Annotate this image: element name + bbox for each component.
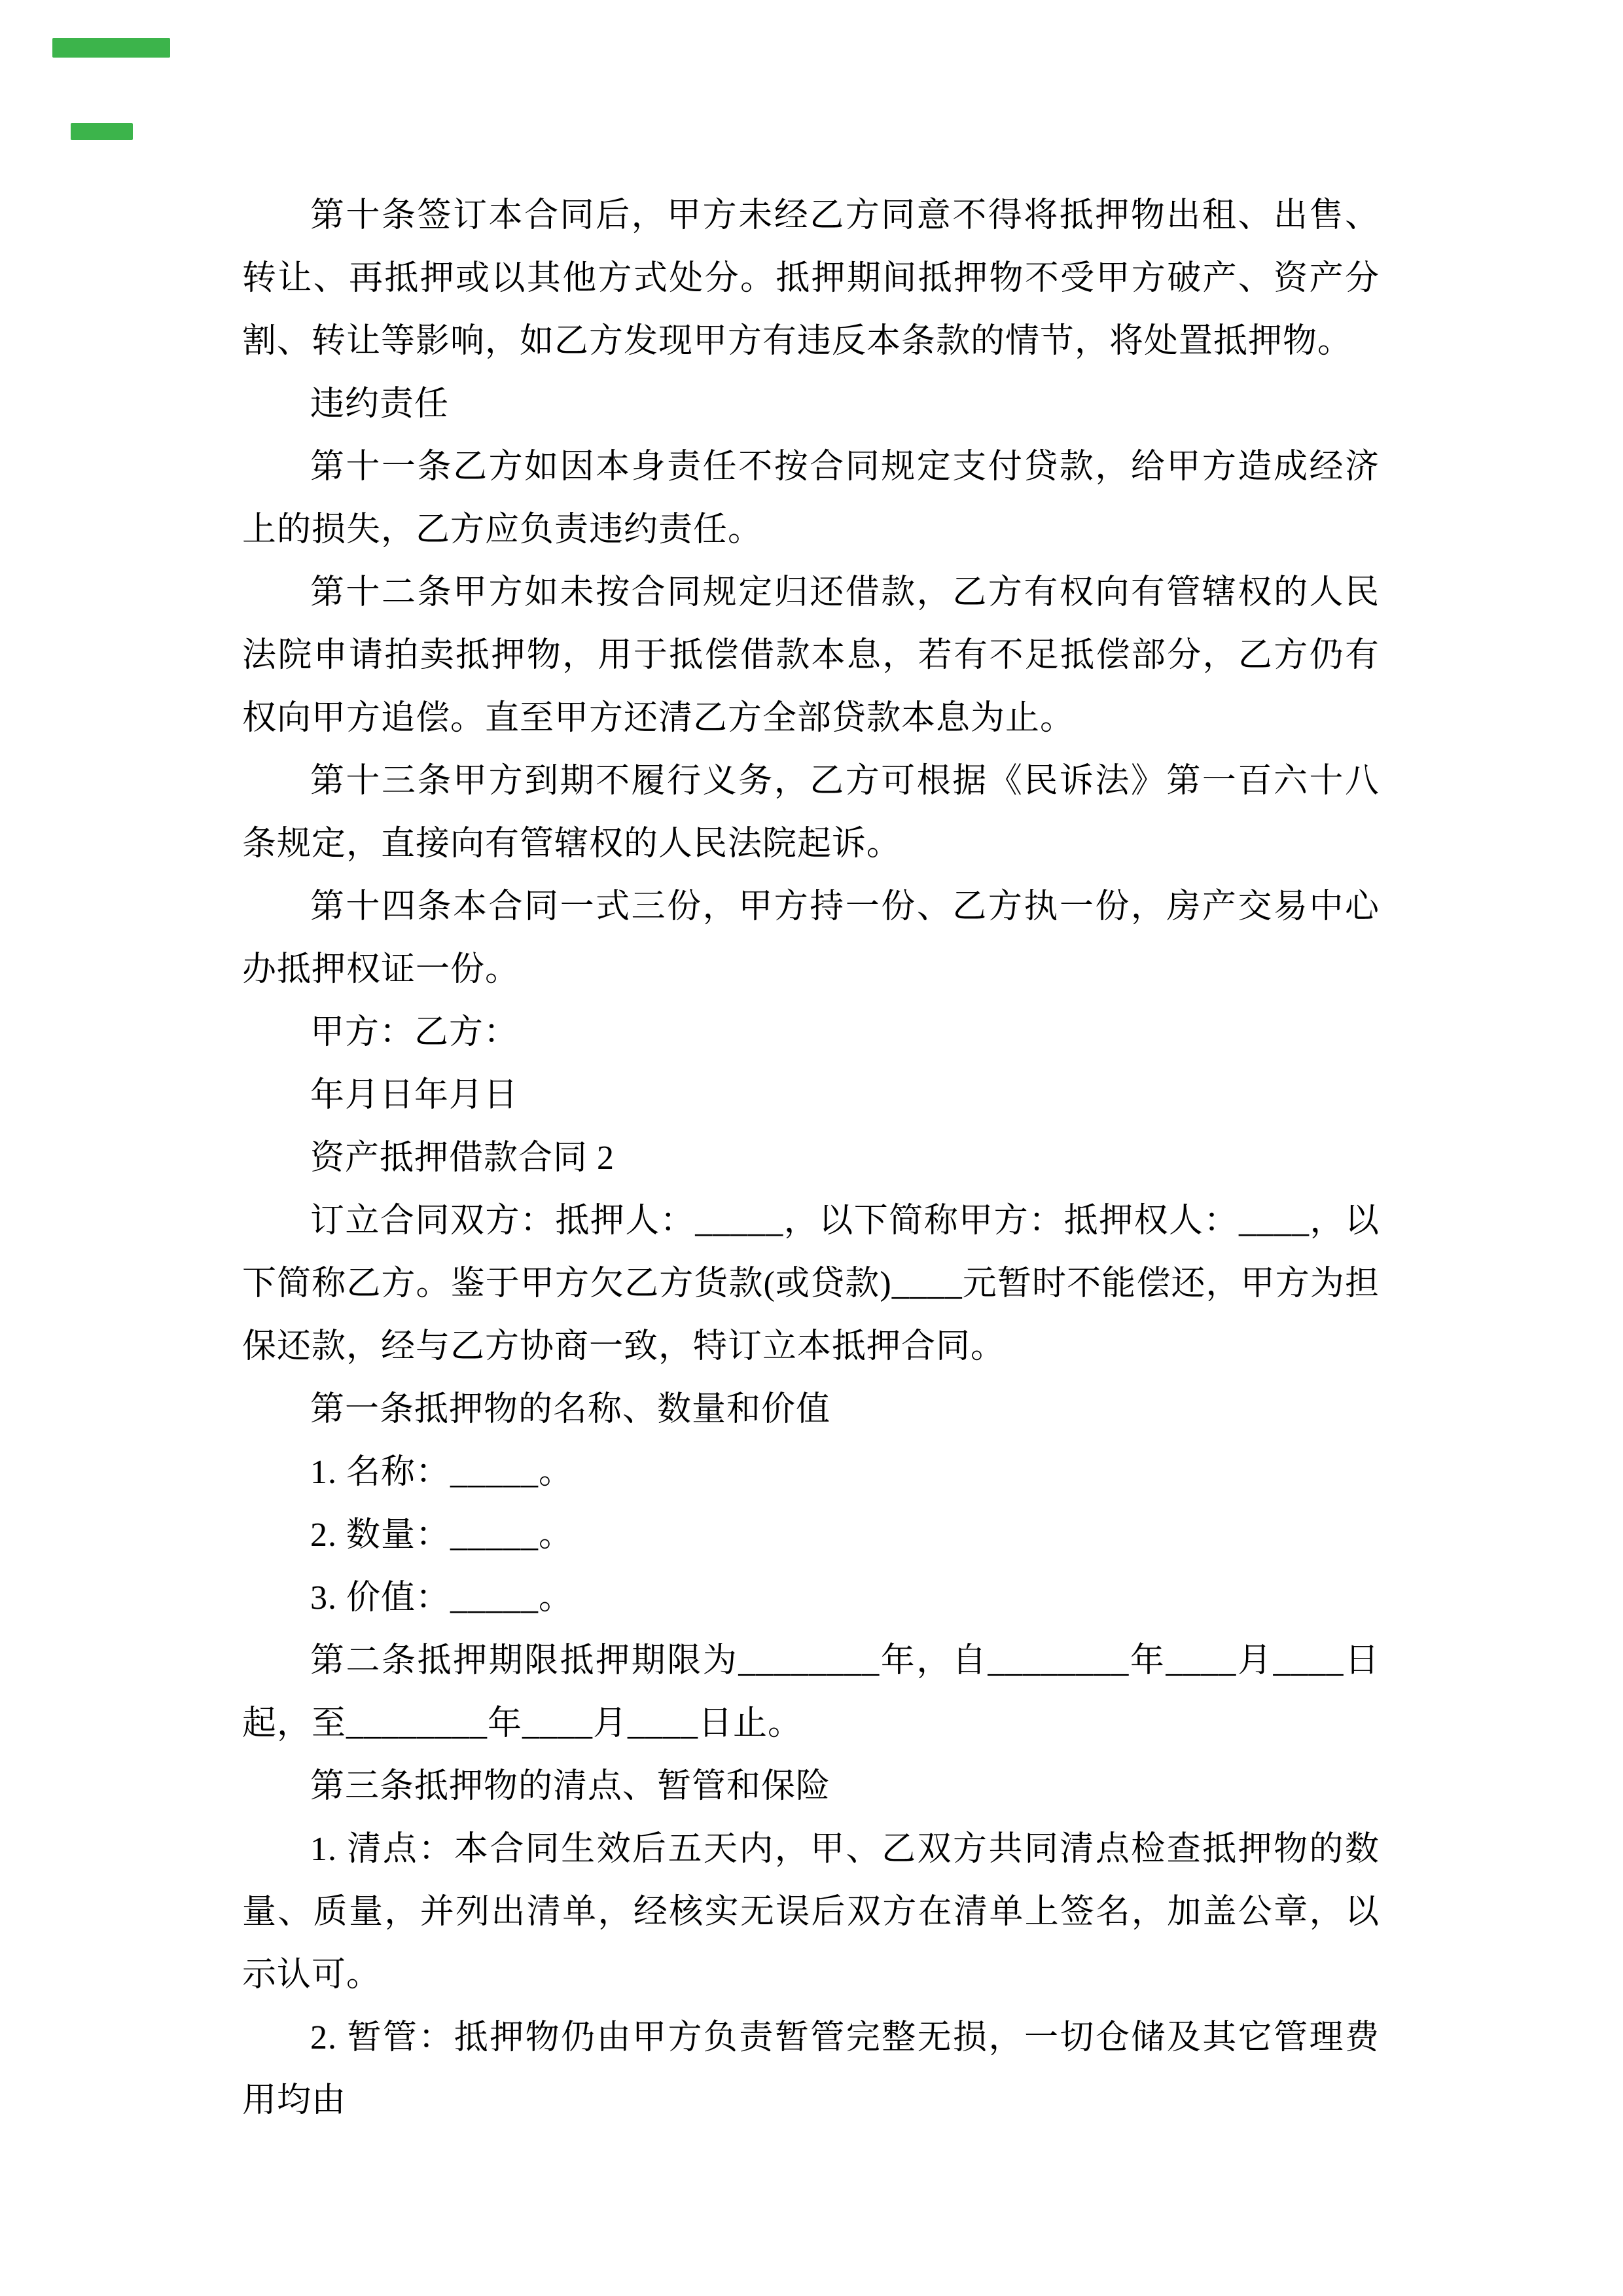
scan-artifact-mark: [52, 38, 170, 58]
paragraph-clause-13: 第十三条甲方到期不履行义务，乙方可根据《民诉法》第一百六十八条规定，直接向有管辖权的人民法院起诉。: [242, 762, 1380, 863]
contract-body: [242, 185, 1380, 2132]
paragraph-item-name: 1. 名称：_____。: [310, 1454, 574, 1491]
paragraph-date-line: 年月日年月日: [310, 1077, 519, 1114]
paragraph-clause-1-heading: 第一条抵押物的名称、数量和价值: [310, 1391, 831, 1428]
paragraph-item-quantity: 2. 数量：_____。: [310, 1516, 574, 1554]
paragraph-clause-2-term: 第二条抵押期限抵押期限为________年，自________年____月____日起，至________年____月____日止。: [242, 1642, 1380, 1742]
paragraph-signature-line: 甲方：乙方：: [310, 1014, 519, 1051]
paragraph-clause-12: 第十二条甲方如未按合同规定归还借款，乙方有权向有管辖权的人民法院申请拍卖抵押物，用于抵偿借款本息，若有不足抵偿部分，乙方仍有权向甲方追偿。直至甲方还清乙方全部贷款本息为止。: [242, 574, 1380, 737]
paragraph-item-value: 3. 价值：_____。: [310, 1579, 574, 1617]
paragraph-contract-2-title: 资产抵押借款合同 2: [310, 1139, 615, 1177]
paragraph-clause-10: 第十条签订本合同后，甲方未经乙方同意不得将抵押物出租、出售、转让、再抵押或以其他方式处分。抵押期间抵押物不受甲方破产、资产分割、转让等影响，如乙方发现甲方有违反本条款的情节，将处置抵押物。: [242, 197, 1380, 360]
scan-artifact-mark: [71, 123, 133, 140]
paragraph-clause-14: 第十四条本合同一式三份，甲方持一份、乙方执一份，房产交易中心办抵押权证一份。: [242, 888, 1380, 988]
paragraph-clause-3-heading: 第三条抵押物的清点、暂管和保险: [310, 1768, 831, 1805]
paragraph-inventory: 1. 清点：本合同生效后五天内，甲、乙双方共同清点检查抵押物的数量、质量，并列出清单，经核实无误后双方在清单上签名，加盖公章，以示认可。: [242, 1831, 1380, 1994]
paragraph-parties: 订立合同双方：抵押人：_____，以下简称甲方：抵押权人：____，以下简称乙方。鉴于甲方欠乙方货款(或贷款)____元暂时不能偿还，甲方为担保还款，经与乙方协商一致，特订立本抵押合同。: [242, 1202, 1380, 1365]
paragraph-custody: 2. 暂管：抵押物仍由甲方负责暂管完整无损，一切仓储及其它管理费用均由: [242, 2019, 1380, 2119]
paragraph-clause-11: 第十一条乙方如因本身责任不按合同规定支付贷款，给甲方造成经济上的损失，乙方应负责违约责任。: [242, 448, 1380, 548]
paragraph-section-breach: 违约责任: [310, 386, 450, 423]
